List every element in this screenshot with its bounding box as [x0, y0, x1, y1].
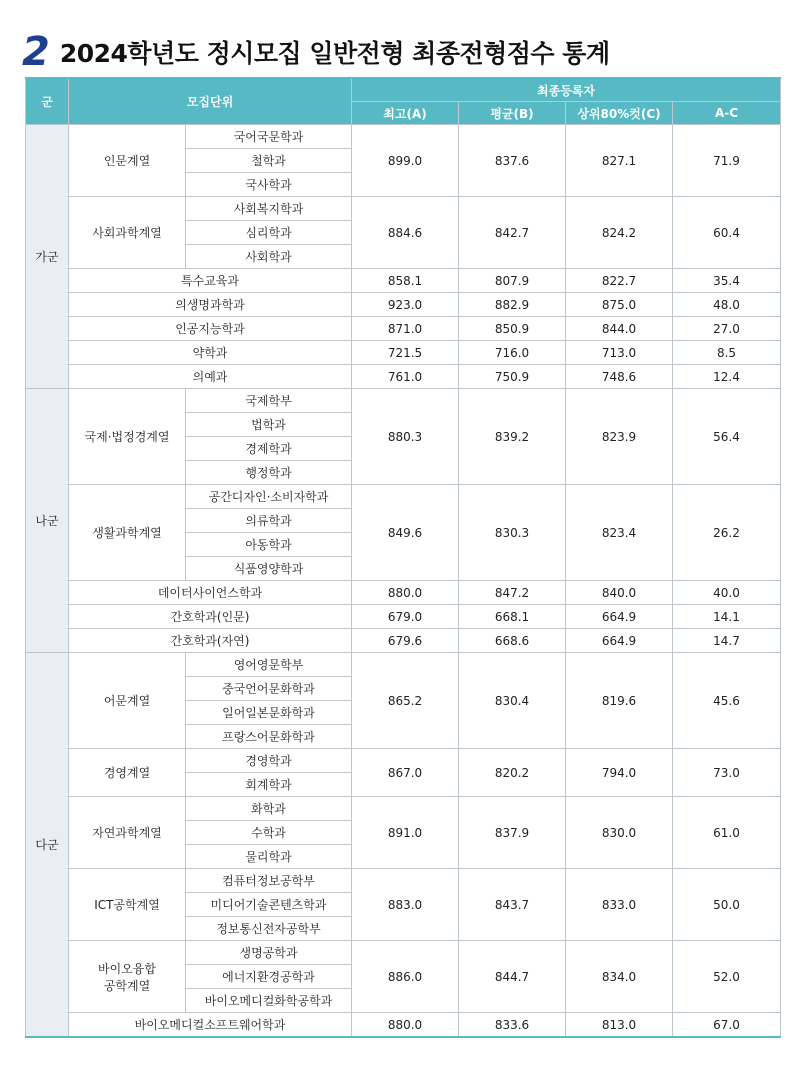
cut-cell: 813.0 — [566, 1013, 673, 1038]
major-cell: 사회복지학과 — [186, 197, 352, 221]
max-cell: 858.1 — [352, 269, 459, 293]
table-row — [26, 485, 781, 509]
division-cell: 자연과학계열 — [69, 797, 186, 869]
major-cell: 에너지환경공학과 — [186, 965, 352, 989]
diff-cell: 45.6 — [673, 653, 781, 749]
major-cell: 프랑스어문화학과 — [186, 725, 352, 749]
diff-cell: 12.4 — [673, 365, 781, 389]
max-cell: 884.6 — [352, 197, 459, 269]
avg-cell: 837.9 — [459, 797, 566, 869]
diff-cell: 8.5 — [673, 341, 781, 365]
diff-cell: 26.2 — [673, 485, 781, 581]
major-cell: 국어국문학과 — [186, 125, 352, 149]
avg-cell: 843.7 — [459, 869, 566, 941]
max-cell: 880.3 — [352, 389, 459, 485]
header-final: 최종등록자 — [352, 78, 781, 102]
unit-cell: 인공지능학과 — [69, 317, 352, 341]
avg-cell: 839.2 — [459, 389, 566, 485]
cut-cell: 664.9 — [566, 605, 673, 629]
avg-cell: 847.2 — [459, 581, 566, 605]
table-row — [26, 941, 781, 965]
major-cell: 식품영양학과 — [186, 557, 352, 581]
division-cell: 바이오융합 공학계열 — [69, 941, 186, 1013]
max-cell: 883.0 — [352, 869, 459, 941]
table-row — [26, 293, 781, 317]
table-row — [26, 317, 781, 341]
cut-cell: 664.9 — [566, 629, 673, 653]
cut-cell: 824.2 — [566, 197, 673, 269]
avg-cell: 668.1 — [459, 605, 566, 629]
max-cell: 761.0 — [352, 365, 459, 389]
unit-cell: 간호학과(인문) — [69, 605, 352, 629]
cut-cell: 823.9 — [566, 389, 673, 485]
major-cell: 수학과 — [186, 821, 352, 845]
cut-cell: 827.1 — [566, 125, 673, 197]
header-group: 군 — [26, 78, 69, 125]
table-row — [26, 653, 781, 677]
table-row — [26, 749, 781, 773]
major-cell: 철학과 — [186, 149, 352, 173]
major-cell: 공간디자인·소비자학과 — [186, 485, 352, 509]
cut-cell: 713.0 — [566, 341, 673, 365]
cut-cell: 748.6 — [566, 365, 673, 389]
diff-cell: 40.0 — [673, 581, 781, 605]
avg-cell: 882.9 — [459, 293, 566, 317]
diff-cell: 14.7 — [673, 629, 781, 653]
table-row — [26, 269, 781, 293]
cut-cell: 823.4 — [566, 485, 673, 581]
major-cell: 정보통신전자공학부 — [186, 917, 352, 941]
major-cell: 아동학과 — [186, 533, 352, 557]
avg-cell: 668.6 — [459, 629, 566, 653]
cut-cell: 844.0 — [566, 317, 673, 341]
cut-cell: 833.0 — [566, 869, 673, 941]
diff-cell: 71.9 — [673, 125, 781, 197]
table-row — [26, 341, 781, 365]
major-cell: 물리학과 — [186, 845, 352, 869]
diff-cell: 73.0 — [673, 749, 781, 797]
cut-cell: 840.0 — [566, 581, 673, 605]
major-cell: 경제학과 — [186, 437, 352, 461]
avg-cell: 716.0 — [459, 341, 566, 365]
cut-cell: 819.6 — [566, 653, 673, 749]
major-cell: 국제학부 — [186, 389, 352, 413]
major-cell: 화학과 — [186, 797, 352, 821]
avg-cell: 830.3 — [459, 485, 566, 581]
table-body — [26, 125, 781, 1038]
division-cell: 사회과학계열 — [69, 197, 186, 269]
major-cell: 미디어기술콘텐츠학과 — [186, 893, 352, 917]
max-cell: 871.0 — [352, 317, 459, 341]
header-diff: A-C — [673, 102, 781, 125]
cut-cell: 875.0 — [566, 293, 673, 317]
unit-cell: 의예과 — [69, 365, 352, 389]
avg-cell: 807.9 — [459, 269, 566, 293]
max-cell: 679.6 — [352, 629, 459, 653]
division-cell: 인문계열 — [69, 125, 186, 197]
table-row — [26, 581, 781, 605]
max-cell: 865.2 — [352, 653, 459, 749]
diff-cell: 60.4 — [673, 197, 781, 269]
diff-cell: 14.1 — [673, 605, 781, 629]
max-cell: 886.0 — [352, 941, 459, 1013]
avg-cell: 820.2 — [459, 749, 566, 797]
diff-cell: 35.4 — [673, 269, 781, 293]
table-row — [26, 197, 781, 221]
major-cell: 의류학과 — [186, 509, 352, 533]
header-unit: 모집단위 — [69, 78, 352, 125]
avg-cell: 837.6 — [459, 125, 566, 197]
major-cell: 사회학과 — [186, 245, 352, 269]
section-number-icon: 2 — [22, 29, 50, 75]
major-cell: 회계학과 — [186, 773, 352, 797]
division-cell: ICT공학계열 — [69, 869, 186, 941]
unit-cell: 특수교육과 — [69, 269, 352, 293]
division-cell: 어문계열 — [69, 653, 186, 749]
group-cell: 나군 — [26, 389, 69, 653]
table-row — [26, 605, 781, 629]
unit-cell: 바이오메디컬소프트웨어학과 — [69, 1013, 352, 1038]
avg-cell: 830.4 — [459, 653, 566, 749]
max-cell: 923.0 — [352, 293, 459, 317]
cut-cell: 794.0 — [566, 749, 673, 797]
diff-cell: 52.0 — [673, 941, 781, 1013]
score-statistics-table — [25, 77, 781, 1038]
max-cell: 880.0 — [352, 581, 459, 605]
diff-cell: 67.0 — [673, 1013, 781, 1038]
unit-cell: 간호학과(자연) — [69, 629, 352, 653]
page-title-text: 2024학년도 정시모집 일반전형 최종전형점수 통계 — [59, 39, 610, 68]
major-cell: 행정학과 — [186, 461, 352, 485]
major-cell: 중국언어문화학과 — [186, 677, 352, 701]
table-header — [26, 78, 781, 125]
division-cell: 생활과학계열 — [69, 485, 186, 581]
diff-cell: 48.0 — [673, 293, 781, 317]
cut-cell: 830.0 — [566, 797, 673, 869]
max-cell: 891.0 — [352, 797, 459, 869]
avg-cell: 833.6 — [459, 1013, 566, 1038]
diff-cell: 61.0 — [673, 797, 781, 869]
major-cell: 경영학과 — [186, 749, 352, 773]
header-max: 최고(A) — [352, 102, 459, 125]
cut-cell: 822.7 — [566, 269, 673, 293]
avg-cell: 842.7 — [459, 197, 566, 269]
unit-cell: 약학과 — [69, 341, 352, 365]
table-row — [26, 797, 781, 821]
table-row — [26, 1013, 781, 1038]
max-cell: 721.5 — [352, 341, 459, 365]
group-cell: 가군 — [26, 125, 69, 389]
max-cell: 849.6 — [352, 485, 459, 581]
major-cell: 국사학과 — [186, 173, 352, 197]
cut-cell: 834.0 — [566, 941, 673, 1013]
table-row — [26, 365, 781, 389]
header-cut: 상위80%컷(C) — [566, 102, 673, 125]
max-cell: 867.0 — [352, 749, 459, 797]
diff-cell: 27.0 — [673, 317, 781, 341]
table-row — [26, 125, 781, 149]
major-cell: 법학과 — [186, 413, 352, 437]
major-cell: 컴퓨터정보공학부 — [186, 869, 352, 893]
table-row — [26, 869, 781, 893]
unit-cell: 의생명과학과 — [69, 293, 352, 317]
max-cell: 880.0 — [352, 1013, 459, 1038]
max-cell: 899.0 — [352, 125, 459, 197]
major-cell: 일어일본문화학과 — [186, 701, 352, 725]
max-cell: 679.0 — [352, 605, 459, 629]
unit-cell: 데이터사이언스학과 — [69, 581, 352, 605]
major-cell: 생명공학과 — [186, 941, 352, 965]
avg-cell: 750.9 — [459, 365, 566, 389]
avg-cell: 850.9 — [459, 317, 566, 341]
header-avg: 평균(B) — [459, 102, 566, 125]
diff-cell: 56.4 — [673, 389, 781, 485]
major-cell: 심리학과 — [186, 221, 352, 245]
major-cell: 영어영문학부 — [186, 653, 352, 677]
avg-cell: 844.7 — [459, 941, 566, 1013]
division-cell: 경영계열 — [69, 749, 186, 797]
major-cell: 바이오메디컬화학공학과 — [186, 989, 352, 1013]
table-row — [26, 389, 781, 413]
page-title — [22, 30, 610, 74]
division-cell: 국제·법정경계열 — [69, 389, 186, 485]
table-row — [26, 629, 781, 653]
diff-cell: 50.0 — [673, 869, 781, 941]
group-cell: 다군 — [26, 653, 69, 1038]
